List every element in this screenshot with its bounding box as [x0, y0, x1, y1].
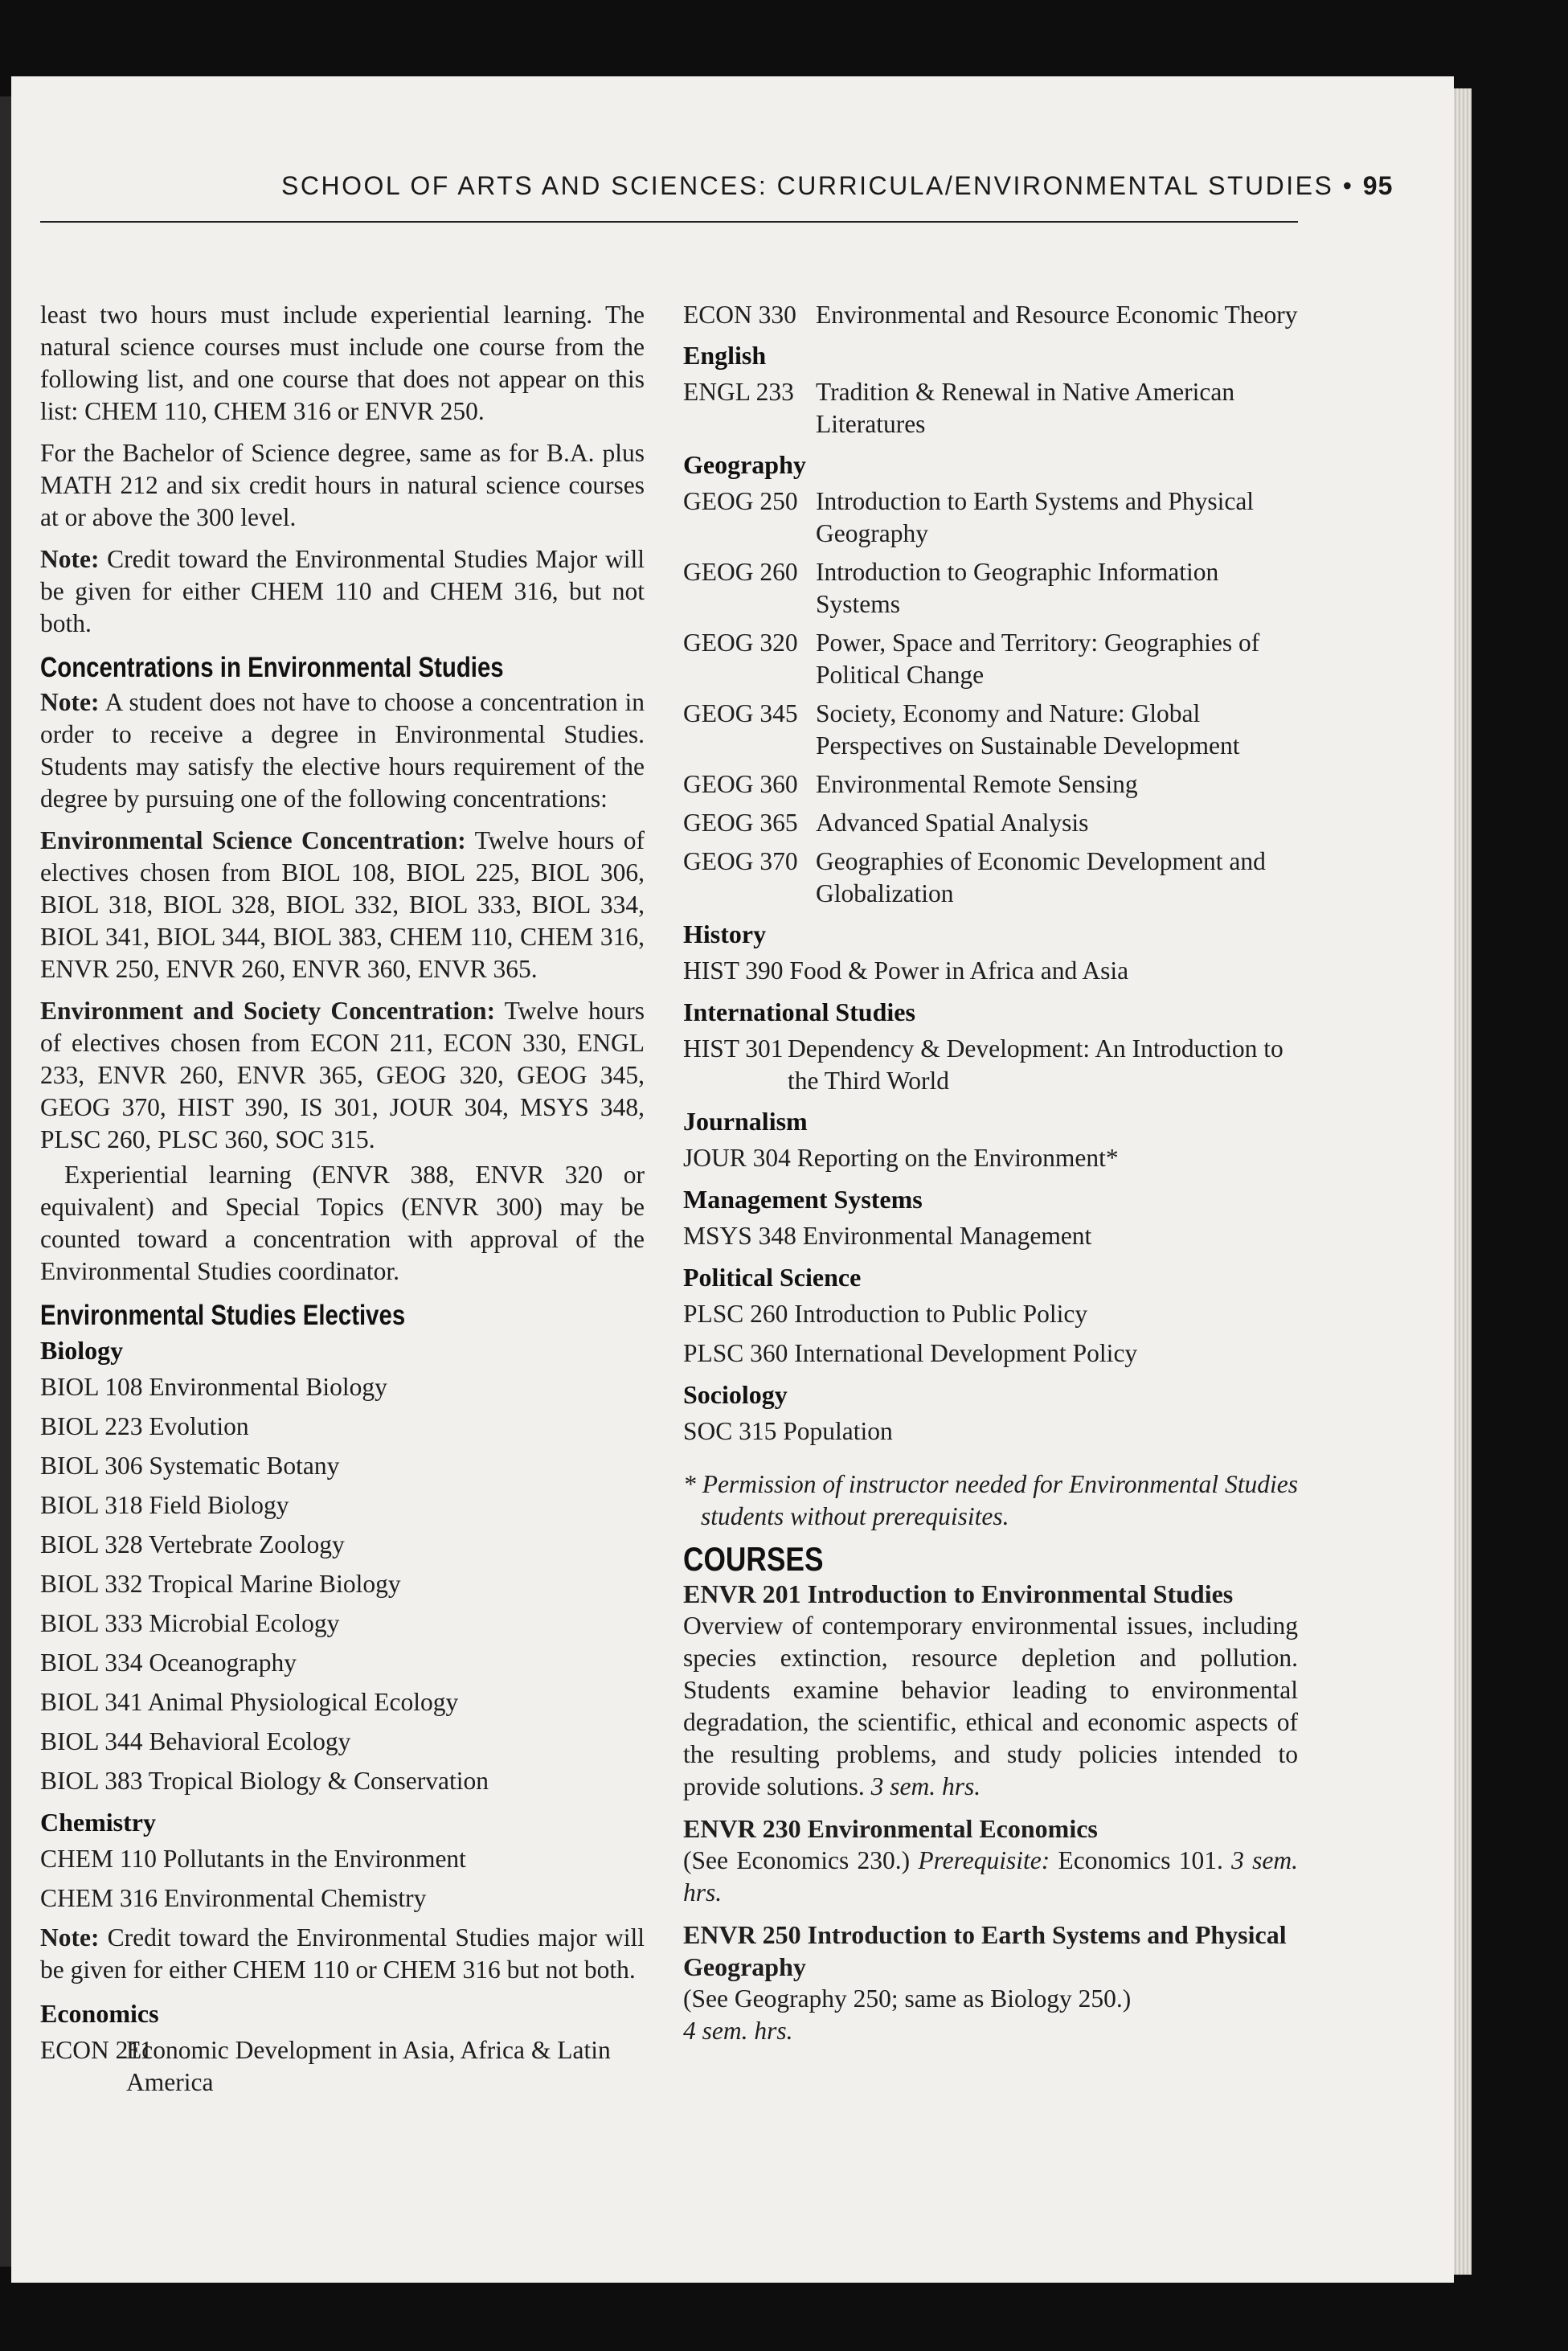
paragraph-natural-science: least two hours must include experiential learning. The natural science courses must include one course from the following list, and one course that does not appear on this list: CHEM 110, CHEM 316 or ENVR 250.: [40, 301, 645, 425]
page-edges: [1454, 88, 1472, 2275]
paragraph-bachelor-science: For the Bachelor of Science degree, same as for B.A. plus MATH 212 and six credit hours in natural science courses at or above the 300 level.: [40, 439, 645, 531]
list-item: [683, 376, 1298, 440]
credit-hours: 3 sem. hrs.: [870, 1772, 981, 1800]
paragraph-experiential: Experiential learning (ENVR 388, ENVR 320 or equivalent) and Special Topics (ENVR 300) may be counted toward a concentration with approval of the Environmental Studies coordinator.: [40, 1161, 645, 1285]
note-text: Credit toward the Environmental Studies major will be given for either CHEM 110 or CHEM 316 but not both.: [40, 1923, 645, 1984]
biology-heading: Biology: [40, 1336, 124, 1365]
list-item: BIOL 108 Environmental Biology: [40, 1373, 387, 1401]
journalism-heading: Journalism: [683, 1107, 808, 1136]
list-item: BIOL 223 Evolution: [40, 1412, 249, 1440]
list-item: BIOL 334 Oceanography: [40, 1649, 297, 1677]
list-item: [683, 846, 1298, 910]
course-description-envr230: [683, 1845, 1298, 1909]
course-title: Geographies of Economic Development and Globalization: [816, 847, 1266, 907]
course-code: GEOG 260: [683, 558, 798, 586]
course-code: ECON 330: [683, 301, 796, 329]
note-credit-major: [40, 543, 645, 640]
course-code: GEOG 320: [683, 629, 798, 657]
course-code: HIST 301: [683, 1034, 784, 1063]
international-studies-heading: International Studies: [683, 997, 915, 1026]
political-science-heading: Political Science: [683, 1263, 862, 1292]
course-code: ENGL 233: [683, 378, 794, 406]
list-item: BIOL 328 Vertebrate Zoology: [40, 1530, 345, 1558]
header-bullet: •: [1342, 171, 1354, 200]
list-item: [683, 556, 1298, 621]
list-item: [683, 768, 1298, 801]
note-label: Note:: [40, 688, 100, 716]
concentration-text: Twelve hours of electives chosen from BIOL 108, BIOL 225, BIOL 306, BIOL 318, BIOL 328, BIOL 332, BIOL 333, BIOL 334, BIOL 341, BIOL 344, BIOL 383, CHEM 110, CHEM 316, ENVR 250, ENVR 260, ENVR 360, ENVR 365.: [40, 826, 645, 983]
right-column: [683, 299, 1298, 2057]
list-item: JOUR 304 Reporting on the Environment*: [683, 1144, 1119, 1172]
sociology-heading: Sociology: [683, 1380, 788, 1409]
env-science-concentration: [40, 825, 645, 985]
economics-heading: Economics: [40, 1999, 159, 2028]
course-title-envr230: ENVR 230 Environmental Economics: [683, 1814, 1098, 1843]
list-item: BIOL 341 Animal Physiological Ecology: [40, 1688, 459, 1716]
note-text: A student does not have to choose a concentration in order to receive a degree in Environmental Studies. Students may satisfy the elective hours requirement of the degree by pursuing one of the following concentrations:: [40, 688, 645, 813]
list-item: BIOL 306 Systematic Botany: [40, 1452, 340, 1480]
management-systems-heading: Management Systems: [683, 1185, 923, 1214]
concentration-text: Twelve hours of electives chosen from ECON 211, ECON 330, ENGL 233, ENVR 260, ENVR 365, GEOG 320, GEOG 345, GEOG 370, HIST 390, IS 301, JOUR 304, MSYS 348, PLSC 260, PLSC 360, SOC 315.: [40, 997, 645, 1153]
env-society-concentration: [40, 995, 645, 1156]
footnote-permission: * Permission of instructor needed for Environmental Studies students without prerequisites.: [683, 1470, 1298, 1530]
list-item: MSYS 348 Environmental Management: [683, 1222, 1092, 1250]
course-description-envr201: [683, 1610, 1298, 1803]
description-text: (See Geography 250; same as Biology 250.): [683, 1984, 1132, 2013]
list-item: [683, 485, 1298, 550]
course-title-envr201: ENVR 201 Introduction to Environmental Studies: [683, 1579, 1234, 1608]
running-header: [281, 171, 1394, 201]
chemistry-heading: Chemistry: [40, 1808, 156, 1837]
geography-heading: Geography: [683, 450, 806, 479]
note-concentrations: [40, 686, 645, 815]
running-title: SCHOOL OF ARTS AND SCIENCES: CURRICULA/ENVIRONMENTAL STUDIES: [281, 171, 1334, 200]
list-item: [683, 627, 1298, 691]
electives-heading: Environmental Studies Electives: [40, 1300, 406, 1331]
credit-hours: 3 sem. hrs.: [683, 1846, 1298, 1907]
list-item: CHEM 110 Pollutants in the Environment: [40, 1845, 466, 1873]
list-item: [40, 2034, 645, 2099]
course-title-envr250: ENVR 250 Introduction to Earth Systems and Physical Geography: [683, 1920, 1287, 1981]
course-title: Environmental and Resource Economic Theory: [816, 301, 1298, 329]
list-item: [683, 1033, 1298, 1097]
description-text: (See Economics 230.): [683, 1846, 919, 1874]
course-title: Society, Economy and Nature: Global Perspectives on Sustainable Development: [816, 699, 1240, 760]
list-item: HIST 390 Food & Power in Africa and Asia: [683, 956, 1129, 985]
course-code: ECON 211: [40, 2036, 153, 2064]
course-title: Introduction to Geographic Information Systems: [816, 558, 1219, 618]
page-number: 95: [1362, 171, 1394, 200]
course-code: GEOG 365: [683, 809, 798, 837]
list-item: PLSC 260 Introduction to Public Policy: [683, 1300, 1088, 1328]
description-text: Economics 101.: [1050, 1846, 1223, 1874]
list-item: BIOL 318 Field Biology: [40, 1491, 289, 1519]
course-title: Introduction to Earth Systems and Physical Geography: [816, 487, 1255, 547]
course-title: Power, Space and Territory: Geographies of Political Change: [816, 629, 1260, 689]
note-label: Note:: [40, 545, 100, 573]
course-code: GEOG 370: [683, 847, 798, 875]
list-item: CHEM 316 Environmental Chemistry: [40, 1884, 427, 1912]
list-item: BIOL 344 Behavioral Ecology: [40, 1727, 351, 1755]
concentration-label: Environment and Society Concentration:: [40, 997, 496, 1025]
header-rule: [40, 221, 1298, 223]
course-description-envr250: [683, 1983, 1298, 2047]
list-item: BIOL 333 Microbial Ecology: [40, 1609, 340, 1637]
english-heading: English: [683, 341, 767, 370]
course-title: Dependency & Development: An Introduction to the Third World: [788, 1034, 1283, 1095]
list-item: SOC 315 Population: [683, 1417, 893, 1445]
note-label: Note:: [40, 1923, 100, 1952]
list-item: [683, 807, 1298, 839]
list-item: BIOL 332 Tropical Marine Biology: [40, 1570, 401, 1598]
left-column: [40, 299, 645, 2105]
list-item: BIOL 383 Tropical Biology & Conservation: [40, 1767, 489, 1795]
prerequisite-label: Prerequisite:: [918, 1846, 1050, 1874]
list-item: [683, 698, 1298, 762]
courses-heading: COURSES: [683, 1540, 824, 1578]
note-chemistry-credit: [40, 1922, 645, 1986]
course-code: GEOG 360: [683, 770, 798, 798]
course-title: Economic Development in Asia, Africa & Latin America: [126, 2036, 611, 2096]
history-heading: History: [683, 920, 767, 948]
course-code: GEOG 345: [683, 699, 798, 727]
course-title: Tradition & Renewal in Native American Literatures: [816, 378, 1235, 438]
list-item: [683, 299, 1298, 331]
description-text: Overview of contemporary environmental issues, including species extinction, resource depletion and pollution. Students examine behavior leading to environmental degradation, the scientific, ethical and economic aspects of the resulting problems, and study policies intended to provide solutions.: [683, 1612, 1298, 1800]
list-item: PLSC 360 International Development Policy: [683, 1339, 1138, 1367]
course-code: GEOG 250: [683, 487, 798, 515]
concentration-label: Environmental Science Concentration:: [40, 826, 466, 854]
course-title: Environmental Remote Sensing: [816, 770, 1138, 798]
note-text: Credit toward the Environmental Studies Major will be given for either CHEM 110 and CHEM 316, but not both.: [40, 545, 645, 637]
credit-hours: 4 sem. hrs.: [683, 2017, 793, 2045]
concentrations-heading: Concentrations in Environmental Studies: [40, 652, 504, 683]
course-title: Advanced Spatial Analysis: [816, 809, 1089, 837]
